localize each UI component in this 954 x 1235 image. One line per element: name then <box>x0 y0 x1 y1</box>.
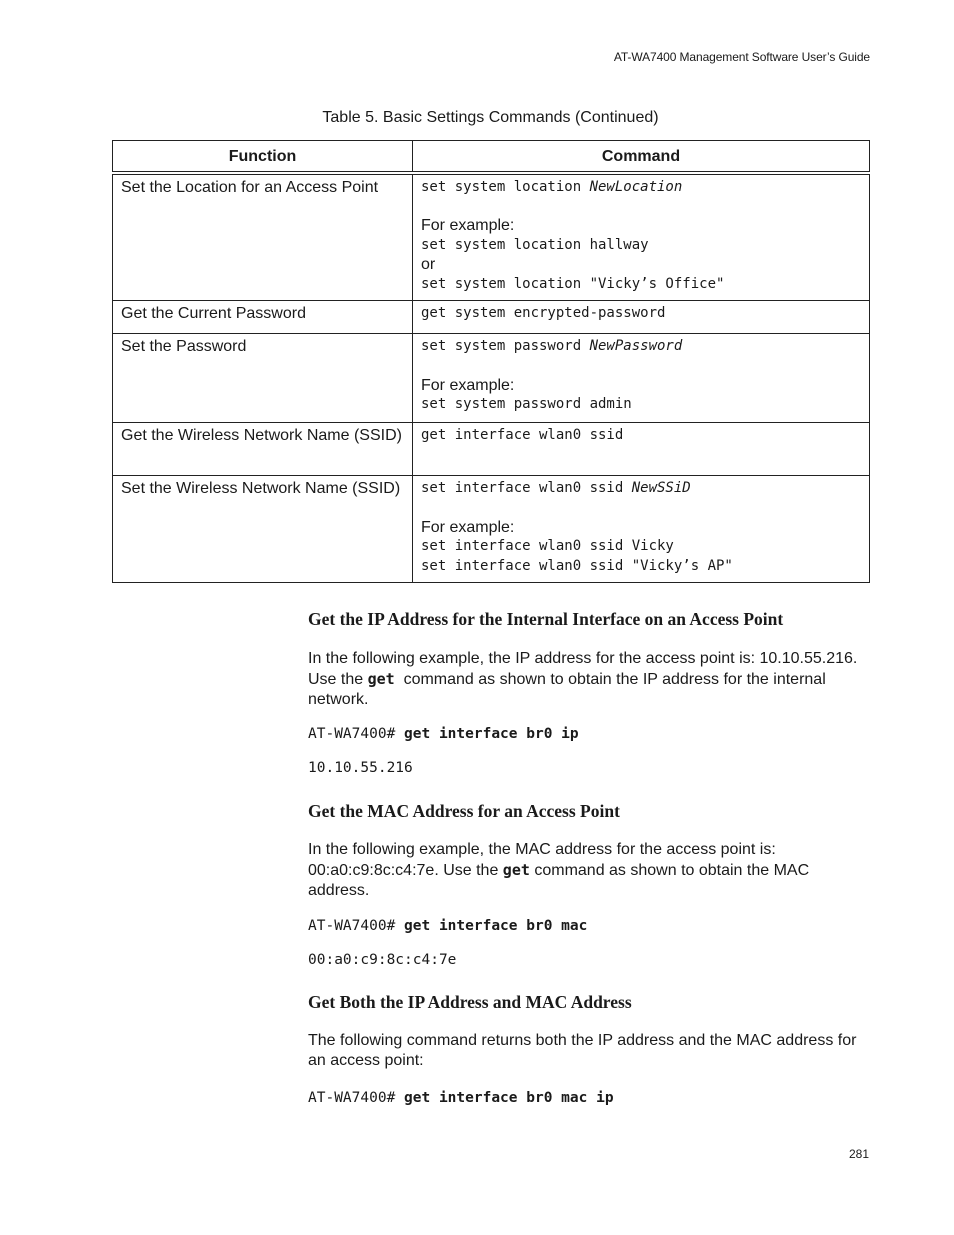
command-variable: NewSSiD <box>631 480 691 496</box>
table-row <box>113 476 870 583</box>
command-text: set system location <box>421 178 590 195</box>
code-line-mac <box>308 918 587 934</box>
example-command: set system location "Vicky’s Office" <box>421 275 725 292</box>
cli-prompt: AT-WA7400# <box>308 726 405 742</box>
command-cell <box>413 476 870 583</box>
table-row <box>113 423 870 476</box>
inline-command: get <box>502 861 530 879</box>
code-line-ip <box>308 726 579 742</box>
command-cell <box>413 301 870 334</box>
command-syntax <box>421 479 861 499</box>
command-variable: NewPassword <box>589 338 683 354</box>
example-label: For example: <box>421 217 515 234</box>
function-cell: Get the Wireless Network Name (SSID) <box>113 423 413 476</box>
cli-prompt: AT-WA7400# <box>308 1090 405 1106</box>
table-row <box>113 173 870 301</box>
cli-command: get interface br0 mac ip <box>404 1090 614 1106</box>
function-cell: Set the Password <box>113 334 413 423</box>
command-cell <box>413 334 870 423</box>
command-syntax: get interface wlan0 ssid <box>421 427 624 443</box>
command-variable: NewLocation <box>589 178 683 195</box>
section-heading-both: Get Both the IP Address and MAC Address <box>308 992 632 1012</box>
example-command: set interface wlan0 ssid Vicky <box>421 538 674 554</box>
function-cell: Get the Current Password <box>113 301 413 334</box>
paragraph-ip <box>308 649 870 710</box>
command-syntax <box>421 337 861 357</box>
command-syntax <box>421 178 861 198</box>
command-syntax: get system encrypted-password <box>421 305 666 321</box>
paragraph-text: In the following example, the MAC address for the access point is: 00:a0:c9:8c:c4:7e. Use the <box>308 841 776 879</box>
cli-command: get interface br0 ip <box>404 726 579 742</box>
page-number: 281 <box>848 1147 869 1161</box>
function-cell: Set the Location for an Access Point <box>113 173 413 301</box>
command-text: set system password <box>421 338 590 354</box>
command-text: set interface wlan0 ssid <box>421 480 632 496</box>
table-row <box>113 301 870 334</box>
example-label: For example: <box>421 376 515 394</box>
table-caption: Table 5. Basic Settings Commands (Continued) <box>322 109 659 126</box>
running-header: AT-WA7400 Management Software User’s Guide <box>613 50 870 64</box>
paragraph-mac <box>308 840 870 901</box>
example-command: set interface wlan0 ssid "Vicky’s AP" <box>421 557 733 574</box>
example-command: set system location hallway <box>421 236 649 253</box>
column-header-command: Command <box>413 141 870 173</box>
column-header-function: Function <box>113 141 413 173</box>
table-header-row <box>113 141 870 173</box>
cli-command: get interface br0 mac <box>404 918 588 934</box>
or-label: or <box>421 256 436 273</box>
section-heading-ip: Get the IP Address for the Internal Interface on an Access Point <box>308 609 784 629</box>
paragraph-text: command as shown to obtain the MAC address. <box>308 862 810 899</box>
code-line-both <box>308 1090 614 1106</box>
table-row <box>113 334 870 423</box>
code-output-mac: 00:a0:c9:8c:c4:7e <box>308 952 457 968</box>
inline-command: get <box>367 670 395 688</box>
paragraph-both: The following command returns both the IP address and the MAC address for an access point: <box>308 1032 857 1069</box>
section-heading-mac: Get the MAC Address for an Access Point <box>308 801 620 821</box>
command-cell <box>413 173 870 301</box>
cli-prompt: AT-WA7400# <box>308 918 405 934</box>
example-label: For example: <box>421 518 515 536</box>
basic-settings-table <box>112 140 870 583</box>
paragraph-text: In the following example, the IP address for the access point is: 10.10.55.216. Use the <box>308 650 858 688</box>
paragraph-text: command as shown to obtain the IP address for the internal network. <box>308 671 831 708</box>
code-output-ip: 10.10.55.216 <box>308 760 413 776</box>
command-cell <box>413 423 870 476</box>
function-cell: Set the Wireless Network Name (SSID) <box>113 476 413 583</box>
example-command: set system password admin <box>421 396 632 412</box>
